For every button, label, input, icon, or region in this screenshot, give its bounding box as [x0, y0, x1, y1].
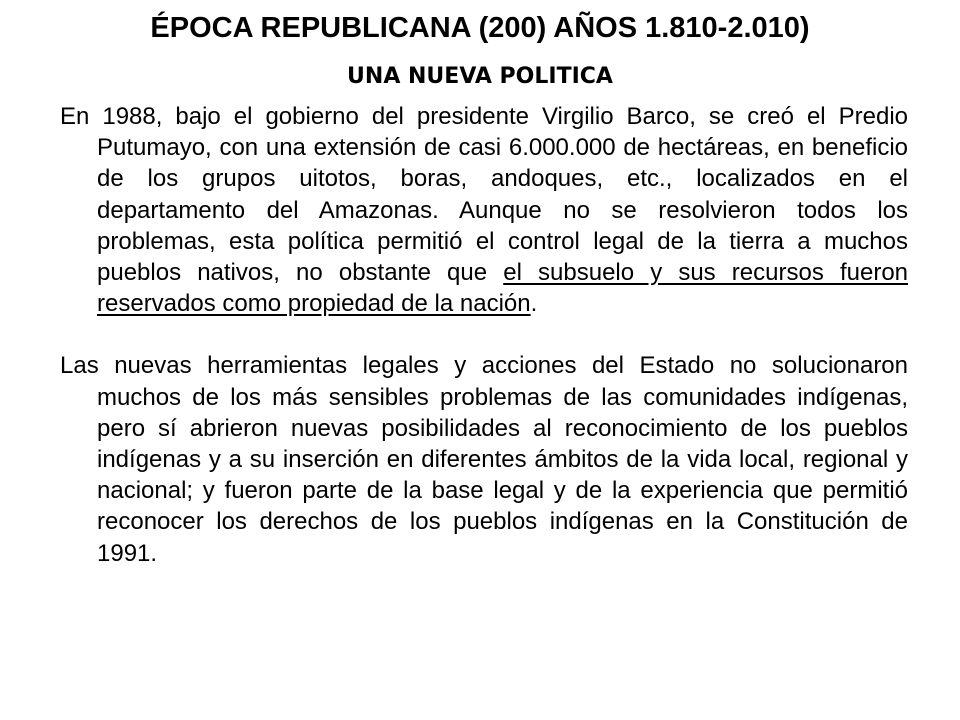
paragraph1-end: . [530, 290, 538, 318]
slide-subtitle: UNA NUEVA POLITICA [347, 64, 613, 89]
paragraph-nuevas-herramientas: Las nuevas herramientas legales y acciones del Estado no solucionaron muchos de los más sensibles problemas de las comunidades indígenas, pero sí abrieron nuevas posibilidades al reconocimiento de los pueblos indígenas y a su inserción en diferentes ámbitos de la vida local, regional y nacional; y fueron parte de la base legal y de la experiencia que permitió reconocer los derechos de los pueblos indígenas en la Constitución de 1991. [60, 352, 908, 567]
paragraph-predio-putumayo [60, 101, 908, 319]
slide-body [60, 101, 908, 569]
slide-title: ÉPOCA REPUBLICANA (200) AÑOS 1.810-2.010) [150, 12, 810, 44]
paragraph1-text: En 1988, bajo el gobierno del presidente Virgilio Barco, se creó el Predio Putumayo, con una extensión de casi 6.000.000 de hectáreas, en beneficio de los grupos uitotos, boras, andoques, etc., localizados en el departamento del Amazonas. Aunque no se resolvieron todos los problemas, esta política permitió el control legal de la tierra a muchos pueblos nativos, no obstante que [60, 103, 908, 287]
paragraph1-underlined-text: el subsuelo y sus recursos fueron reservados como propiedad de la nación [97, 259, 909, 318]
